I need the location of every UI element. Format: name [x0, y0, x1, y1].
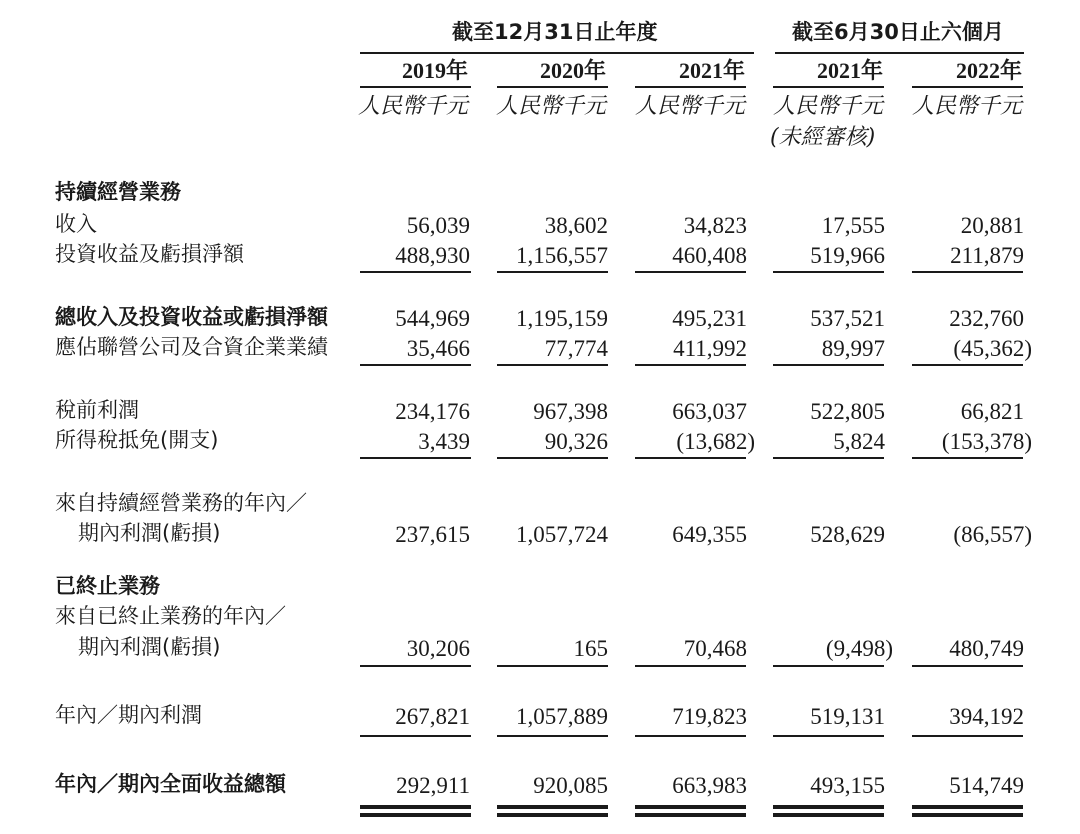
group-header-annual: 截至12月31日止年度 [452, 20, 658, 44]
net-profit-rule-1 [360, 665, 471, 667]
cell-revenue-2021b: 17,555 [821, 213, 885, 238]
cell-pretax-2019: 234,176 [395, 399, 470, 424]
double-rule-bottom-2 [497, 813, 608, 817]
cell-share-associates-2021b: 89,997 [821, 336, 885, 361]
cell-pretax-2020: 967,398 [533, 399, 608, 424]
year-rule-1 [360, 86, 471, 88]
subtotal-rule-3 [635, 271, 746, 273]
cell-disc-profit-2019: 30,206 [406, 636, 470, 661]
cell-investment-2020: 1,156,557 [516, 243, 608, 268]
row-label-pretax-profit: 稅前利潤 [55, 398, 139, 422]
comp-rule-1 [360, 735, 471, 737]
cell-revenue-2022: 20,881 [960, 213, 1024, 238]
unit-col-2: 人民幣千元 [495, 94, 606, 119]
cell-revenue-2021a: 34,823 [683, 213, 747, 238]
subtotal-rule-2 [497, 271, 608, 273]
net-profit-rule-4 [773, 665, 884, 667]
cell-cont-profit-2020: 1,057,724 [516, 522, 608, 547]
group-rule-six-months [775, 52, 1024, 54]
cell-total-revenue-2022: 232,760 [949, 306, 1024, 331]
double-rule-top-3 [635, 805, 746, 809]
year-header-2021b: 2021年 [816, 58, 883, 83]
cell-revenue-2019: 56,039 [406, 213, 470, 238]
cell-total-comp-2020: 920,085 [533, 773, 608, 798]
cell-cont-profit-2021a: 649,355 [672, 522, 747, 547]
row-label-continuing-profit-1: 來自持續經營業務的年內／ [55, 491, 307, 515]
cell-profit-2021b: 519,131 [810, 704, 885, 729]
pretax-rule-2 [497, 364, 608, 366]
cell-share-associates-2022: (45,362) [953, 336, 1032, 361]
cell-total-revenue-2019: 544,969 [395, 306, 470, 331]
comp-rule-2 [497, 735, 608, 737]
double-rule-bottom-5 [912, 813, 1023, 817]
unit-col-4: 人民幣千元 [772, 94, 883, 119]
subtotal-rule-4 [773, 271, 884, 273]
cell-profit-2021a: 719,823 [672, 704, 747, 729]
cell-share-associates-2021a: 411,992 [673, 336, 747, 361]
unit-col-3: 人民幣千元 [634, 94, 745, 119]
double-rule-top-5 [912, 805, 1023, 809]
comp-rule-5 [912, 735, 1023, 737]
row-label-revenue: 收入 [55, 212, 97, 236]
cell-investment-2022: 211,879 [950, 243, 1024, 268]
cell-disc-profit-2021b: (9,498) [825, 636, 893, 661]
row-label-share-associates: 應佔聯營公司及合資企業業績 [55, 335, 328, 359]
cell-total-comp-2019: 292,911 [396, 773, 470, 798]
double-rule-top-4 [773, 805, 884, 809]
pretax-rule-1 [360, 364, 471, 366]
cell-profit-2020: 1,057,889 [516, 704, 608, 729]
subtotal-rule-5 [912, 271, 1023, 273]
comp-rule-4 [773, 735, 884, 737]
year-header-2021a: 2021年 [678, 58, 745, 83]
net-profit-rule-5 [912, 665, 1023, 667]
double-rule-bottom-4 [773, 813, 884, 817]
cell-investment-2021a: 460,408 [672, 243, 747, 268]
net-profit-rule-2 [497, 665, 608, 667]
row-label-profit-for-period: 年內／期內利潤 [55, 703, 202, 727]
cell-share-associates-2020: 77,774 [544, 336, 608, 361]
row-label-income-tax: 所得稅抵免(開支) [55, 428, 219, 452]
net-profit-rule-3 [635, 665, 746, 667]
cell-cont-profit-2021b: 528,629 [810, 522, 885, 547]
unit-col-5: 人民幣千元 [911, 94, 1022, 119]
year-rule-5 [912, 86, 1023, 88]
year-rule-3 [635, 86, 746, 88]
cell-pretax-2021a: 663,037 [672, 399, 747, 424]
cell-investment-2021b: 519,966 [810, 243, 885, 268]
cell-tax-2022: (153,378) [941, 429, 1032, 454]
year-rule-2 [497, 86, 608, 88]
pretax-rule-3 [635, 364, 746, 366]
cell-cont-profit-2019: 237,615 [395, 522, 470, 547]
year-header-2019: 2019年 [401, 58, 468, 83]
cell-pretax-2022: 66,821 [960, 399, 1024, 424]
cell-disc-profit-2020: 165 [573, 636, 608, 661]
row-label-discontinued-profit-1: 來自已終止業務的年內／ [55, 604, 286, 628]
row-label-continuing-profit-2: 期內利潤(虧損) [78, 521, 221, 545]
profit-rule-2 [497, 457, 608, 459]
year-header-2022: 2022年 [955, 58, 1022, 83]
double-rule-bottom-1 [360, 813, 471, 817]
section-title-discontinued: 已終止業務 [55, 574, 160, 598]
profit-rule-4 [773, 457, 884, 459]
cell-total-comp-2021b: 493,155 [810, 773, 885, 798]
group-header-six-months: 截至6月30日止六個月 [792, 20, 1004, 44]
cell-tax-2021a: (13,682) [676, 429, 755, 454]
row-label-total-revenue: 總收入及投資收益或虧損淨額 [55, 305, 328, 329]
cell-disc-profit-2021a: 70,468 [683, 636, 747, 661]
pretax-rule-5 [912, 364, 1023, 366]
cell-disc-profit-2022: 480,749 [949, 636, 1024, 661]
year-header-2020: 2020年 [539, 58, 606, 83]
row-label-discontinued-profit-2: 期內利潤(虧損) [78, 635, 221, 659]
cell-total-revenue-2021a: 495,231 [672, 306, 747, 331]
cell-total-comp-2022: 514,749 [949, 773, 1024, 798]
unit-col-1: 人民幣千元 [357, 94, 468, 119]
pretax-rule-4 [773, 364, 884, 366]
row-label-total-comprehensive-income: 年內／期內全面收益總額 [55, 772, 286, 796]
double-rule-top-2 [497, 805, 608, 809]
double-rule-top-1 [360, 805, 471, 809]
comp-rule-3 [635, 735, 746, 737]
cell-profit-2019: 267,821 [395, 704, 470, 729]
cell-share-associates-2019: 35,466 [406, 336, 470, 361]
cell-tax-2019: 3,439 [418, 429, 470, 454]
profit-rule-1 [360, 457, 471, 459]
cell-pretax-2021b: 522,805 [810, 399, 885, 424]
subtotal-rule-1 [360, 271, 471, 273]
cell-profit-2022: 394,192 [949, 704, 1024, 729]
cell-total-revenue-2021b: 537,521 [810, 306, 885, 331]
profit-rule-5 [912, 457, 1023, 459]
section-title-continuing: 持續經營業務 [55, 180, 181, 204]
cell-cont-profit-2022: (86,557) [953, 522, 1032, 547]
cell-total-revenue-2020: 1,195,159 [516, 306, 608, 331]
cell-investment-2019: 488,930 [395, 243, 470, 268]
cell-total-comp-2021a: 663,983 [672, 773, 747, 798]
cell-tax-2020: 90,326 [544, 429, 608, 454]
profit-rule-3 [635, 457, 746, 459]
year-rule-4 [773, 86, 884, 88]
cell-revenue-2020: 38,602 [544, 213, 608, 238]
cell-tax-2021b: 5,824 [833, 429, 885, 454]
double-rule-bottom-3 [635, 813, 746, 817]
group-rule-annual [360, 52, 754, 54]
unaudited-note: (未經審核) [770, 125, 876, 150]
row-label-investment: 投資收益及虧損淨額 [55, 242, 244, 266]
